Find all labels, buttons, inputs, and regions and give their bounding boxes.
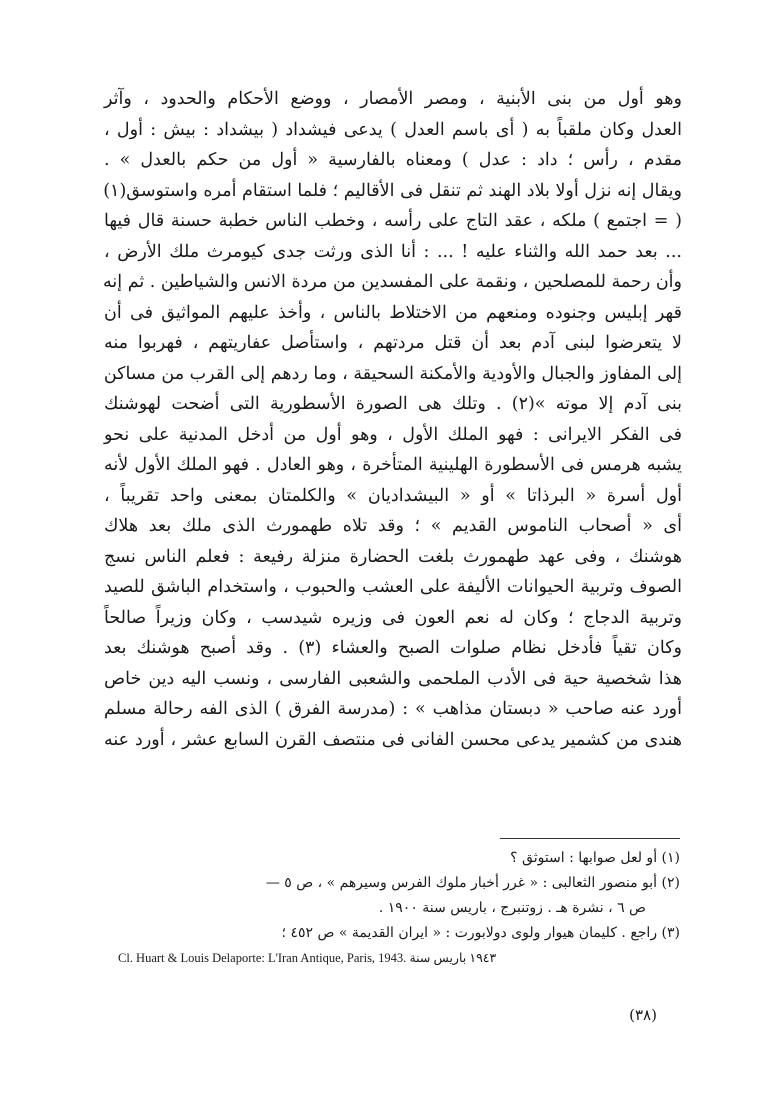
body-line: مقدم ، رأس ؛ داد : عدل ) ومعناه بالفارسية « أول من حكم بالعدل » . — [104, 150, 682, 170]
body-line: وهو أول من بنى الأبنية ، ومصر الأمصار ، ووضع الأحكام والحدود ، وآثر — [104, 89, 682, 109]
footnote-2: (٢) أبو منصور الثعالبى : « غرر أخبار ملوك الفرس وسيرهم » ، ص ٥ — — [265, 875, 680, 891]
body-line: وأن رحمة للمصلحين ، ونقمة على المفسدين من مردة الانس والشياطين . ثم إنه — [103, 272, 682, 292]
body-line: هوشنك ، وفى عهد طهمورث بلغت الحضارة منزلة رفيعة : فعلم الناس نسج — [104, 546, 682, 567]
body-line: ( = اجتمع ) ملكه ، عقد التاج على رأسه ، وخطب الناس خطبة حسنة قال فيها — [104, 211, 682, 231]
body-line: وتربية الدجاج ؛ وكان له نعم العون فى وزيره شيدسب ، وكان وزيراً صالحاً — [104, 607, 682, 628]
body-line: بنى آدم إلا موته »(٢) . وتلك هى الصورة الأسطورية التى أضحت لهوشنك — [104, 394, 682, 414]
body-line: أول أسرة « البرذاتا » أو « البيشداديان » والكلمتان بمعنى واحد تقريباً ، — [104, 485, 682, 506]
footnote-1: (١) أو لعل صوابها : استوثق ؟ — [510, 850, 680, 866]
body-line: العدل وكان ملقباً به ( أى باسم العدل ) يدعى فيشداد ( بيشداد : بيش : أول ، — [104, 119, 682, 140]
footnotes — [118, 846, 680, 971]
body-line: ويقال إنه نزل أولا بلاد الهند ثم تنقل فى الأقاليم ؛ فلما استقام أمره واستوسق(١) — [103, 180, 682, 201]
body-text — [104, 84, 682, 755]
body-line: إلى المفاوز والجبال والأودية والأمكنة السحيقة ، وما ردهم إلى القرب من مساكن — [103, 363, 682, 384]
body-line: الصوف وتربية الحيوانات الأليفة على العشب والحبوب ، واستخدام الباشق للصيد — [104, 577, 682, 597]
footnote-2-continuation: ص ٦ ، نشرة هـ . زوتنبرج ، باريس سنة ١٩٠٠ . — [378, 900, 646, 916]
body-line: فى الفكر الايرانى : فهو الملك الأول ، وهو أول من أدخل المدنية على نحو — [104, 424, 682, 445]
footnote-3: (٣) راجع . كليمان هيوار ولوى دولابورت : « ايران القديمة » ص ٤٥٢ ؛ — [281, 925, 680, 941]
body-line: أورد عنه صاحب « دبستان مذاهب » : (مدرسة الفرق ) الذى الفه رحالة مسلم — [104, 699, 682, 719]
body-line: أى « أصحاب الناموس القديم » ؛ وقد تلاه طهمورث الذى ملك بعد هلاك — [104, 516, 682, 536]
footnote-separator — [500, 838, 680, 839]
body-line: يشبه هرمس فى الأسطورة الهلينية المتأخرة ، وهو العادل . فهو الملك الأول لأنه — [104, 455, 682, 475]
body-line: هذا شخصية حية فى الأدب الملحمى والشعبى الفارسى ، ونسب اليه دين خاص — [104, 668, 682, 689]
body-line: قهر إبليس وجنوده ومنعهم من الاختلاط بالناس ، وأخذ عليهم المواثيق فى أن — [104, 302, 682, 323]
body-line: لا يتعرضوا لبنى آدم بعد أن قتل مردتهم ، واستأصل عفاريتهم ، فهربوا منه — [104, 333, 682, 353]
body-line: وكان تقياً فأدخل نظام صلوات الصبح والعشاء (٣) . وقد أصبح هوشنك بعد — [104, 638, 683, 658]
page-number: (٣٨) — [629, 1006, 657, 1024]
body-line: هندى من كشمير يدعى محسن الفانى فى منتصف القرن السابع عشر ، أورد عنه — [104, 729, 682, 750]
footnote-3-citation: Cl. Huart & Louis Delaporte: L'Iran Antique, Paris, 1943. ١٩٤٣ باريس سنة — [118, 951, 497, 965]
body-line: ... بعد حمد الله والثناء عليه ! ... : أنا الذى ورثت جدى كيومرث ملك الأرض ، — [104, 241, 682, 262]
